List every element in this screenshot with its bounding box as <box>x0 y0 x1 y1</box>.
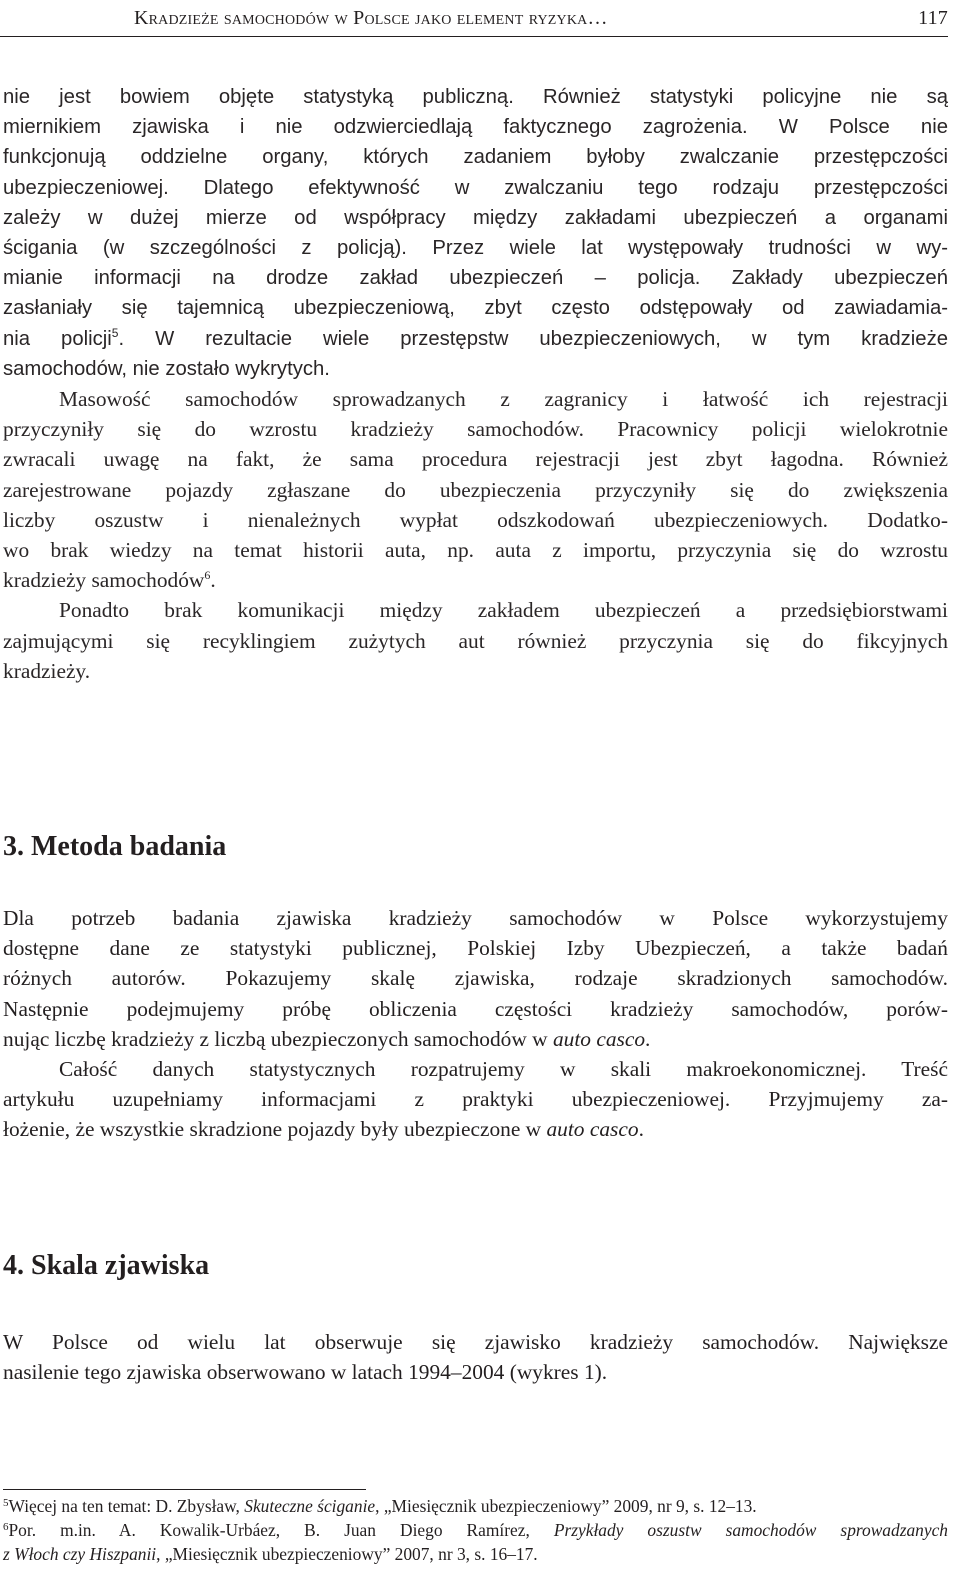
text-line: różnych autorów. Pokazujemy skalę zjawiska, rodzaje skradzionych samochodów. <box>3 966 948 991</box>
text-fragment: . <box>210 568 216 593</box>
footnote-5 <box>3 1494 948 1518</box>
text-line: artykułu uzupełniamy informacjami z praktyki ubezpieczeniowej. Przyjmujemy za- <box>3 1087 948 1112</box>
footnote-rule <box>3 1489 366 1490</box>
text-line: miernikiem zjawiska i nie odzwierciedlają faktycznego zagrożenia. W Polsce nie <box>3 116 948 139</box>
footnotes <box>3 1494 948 1566</box>
text-emphasis: Skuteczne ściganie <box>244 1496 376 1516</box>
paragraph-2 <box>3 384 948 595</box>
body-text-intro <box>3 82 948 686</box>
text-fragment: nując liczbę kradzieży z liczbą ubezpieczonych samochodów w <box>3 1026 553 1051</box>
text-line: zasłaniały się tajemnicą ubezpieczeniową, zbyt często odstępowały od zawiadamia- <box>3 297 948 320</box>
text-line <box>3 1114 948 1144</box>
text-fragment: Więcej na ten temat: D. Zbysław, <box>8 1496 245 1516</box>
section-4-body <box>3 1327 948 1387</box>
text-line: ubezpieczeniowej. Dlatego efektywność w zwalczaniu tego rodzaju przestępczości <box>3 176 948 199</box>
text-emphasis: Przykłady oszustw samochodów sprowadzanych <box>553 1520 948 1540</box>
footnote-6 <box>3 1518 948 1542</box>
text-emphasis: auto casco <box>546 1117 639 1142</box>
text-emphasis: auto casco <box>552 1026 646 1051</box>
text-fragment: , „Miesięcznik ubezpieczeniowy” 2009, nr 9, s. 12–13. <box>375 1496 757 1516</box>
text-line: dostępne dane ze statystyki publicznej, Polskiej Izby Ubezpieczeń, a także badań <box>3 936 948 961</box>
text-fragment: . W rezultacie wiele przestępstw ubezpieczeniowych, w tym kradzieże <box>118 327 948 350</box>
text-line: liczby oszustw i nienależnych wypłat odszkodowań ubezpieczeniowych. Dodatko- <box>3 507 948 532</box>
footnote-ref-6[interactable]: 6 <box>204 568 211 583</box>
text-line <box>3 565 948 595</box>
section-heading-4: 4. Skala zjawiska <box>3 1250 210 1281</box>
text-fragment: , „Miesięcznik ubezpieczeniowy” 2007, nr 3, s. 16–17. <box>156 1544 538 1564</box>
text-line: nasilenie tego zjawiska obserwowano w latach 1994–2004 (wykres 1). <box>3 1360 608 1385</box>
footnote-ref-5[interactable]: 5 <box>111 325 119 340</box>
text-line: nie jest bowiem objęte statystyką publiczną. Również statystyki policyjne nie są <box>3 86 948 108</box>
text-line: zarejestrowane pojazdy zgłaszane do ubezpieczenia przyczyniły się do zwiększenia <box>3 477 948 502</box>
text-line: wo brak wiedzy na temat historii auta, np. auta z importu, przyczynia się do wzrostu <box>3 538 948 563</box>
text-line: kradzieży. <box>3 658 91 683</box>
text-fragment: . <box>645 1026 651 1051</box>
text-fragment: nia policji <box>3 327 112 350</box>
section-heading-3: 3. Metoda badania <box>3 831 227 862</box>
text-line <box>3 1024 948 1054</box>
text-line: Następnie podejmujemy próbę obliczenia częstości kradzieży samochodów, porów- <box>3 996 948 1021</box>
text-line: mianie informacji na drodze zakład ubezpieczeń – policja. Zakłady ubezpieczeń <box>3 267 948 290</box>
text-line: Ponadto brak komunikacji między zakładem ubezpieczeń a przedsiębiorstwami <box>59 598 948 623</box>
text-line: Całość danych statystycznych rozpatrujemy w skali makroekonomicznej. Treść <box>59 1057 948 1082</box>
text-line <box>3 324 948 354</box>
text-line: W Polsce od wielu lat obserwuje się zjawisko kradzieży samochodów. Największe <box>3 1330 948 1354</box>
footnote-number: 5 <box>3 1497 9 1509</box>
text-fragment: . <box>638 1117 644 1142</box>
footnote-6-continued <box>3 1542 948 1566</box>
text-fragment: łożenie, że wszystkie skradzione pojazdy były ubezpieczone w <box>3 1117 547 1142</box>
running-header <box>0 6 948 30</box>
text-fragment: kradzieży samochodów <box>3 568 205 593</box>
text-emphasis: z Włoch czy Hiszpanii <box>3 1544 157 1564</box>
text-line: zależy w dużej mierze od współpracy między zakładami ubezpieczeń a organami <box>3 206 948 229</box>
text-line: funkcjonują oddzielne organy, których zadaniem byłoby zwalczanie przestępczości <box>3 146 948 169</box>
text-fragment: Por. m.in. A. Kowalik-Urbáez, B. Juan Diego Ramírez, <box>8 1520 554 1540</box>
section-3-body <box>3 903 948 1145</box>
running-header-title: Kradzieże samochodów w Polsce jako element ryzyka… <box>134 7 608 29</box>
text-line: Dla potrzeb badania zjawiska kradzieży samochodów w Polsce wykorzystujemy <box>3 906 948 930</box>
text-line: zajmującymi się recyklingiem zużytych aut również przyczynia się do fikcyjnych <box>3 628 948 653</box>
text-line: przyczyniły się do wzrostu kradzieży samochodów. Pracownicy policji wielokrotnie <box>3 417 948 442</box>
header-rule <box>0 36 948 37</box>
paragraph-3 <box>3 595 948 686</box>
page-number: 117 <box>918 7 948 29</box>
text-line: ścigania (w szczególności z policją). Przez wiele lat występowały trudności w wy- <box>3 237 948 260</box>
text-line: Masowość samochodów sprowadzanych z zagranicy i łatwość ich rejestracji <box>59 387 948 412</box>
footnote-number: 6 <box>3 1521 9 1533</box>
text-line: samochodów, nie zostało wykrytych. <box>3 357 330 380</box>
text-line: zwracali uwagę na fakt, że sama procedura rejestracji jest zbyt łagodna. Również <box>3 447 948 472</box>
